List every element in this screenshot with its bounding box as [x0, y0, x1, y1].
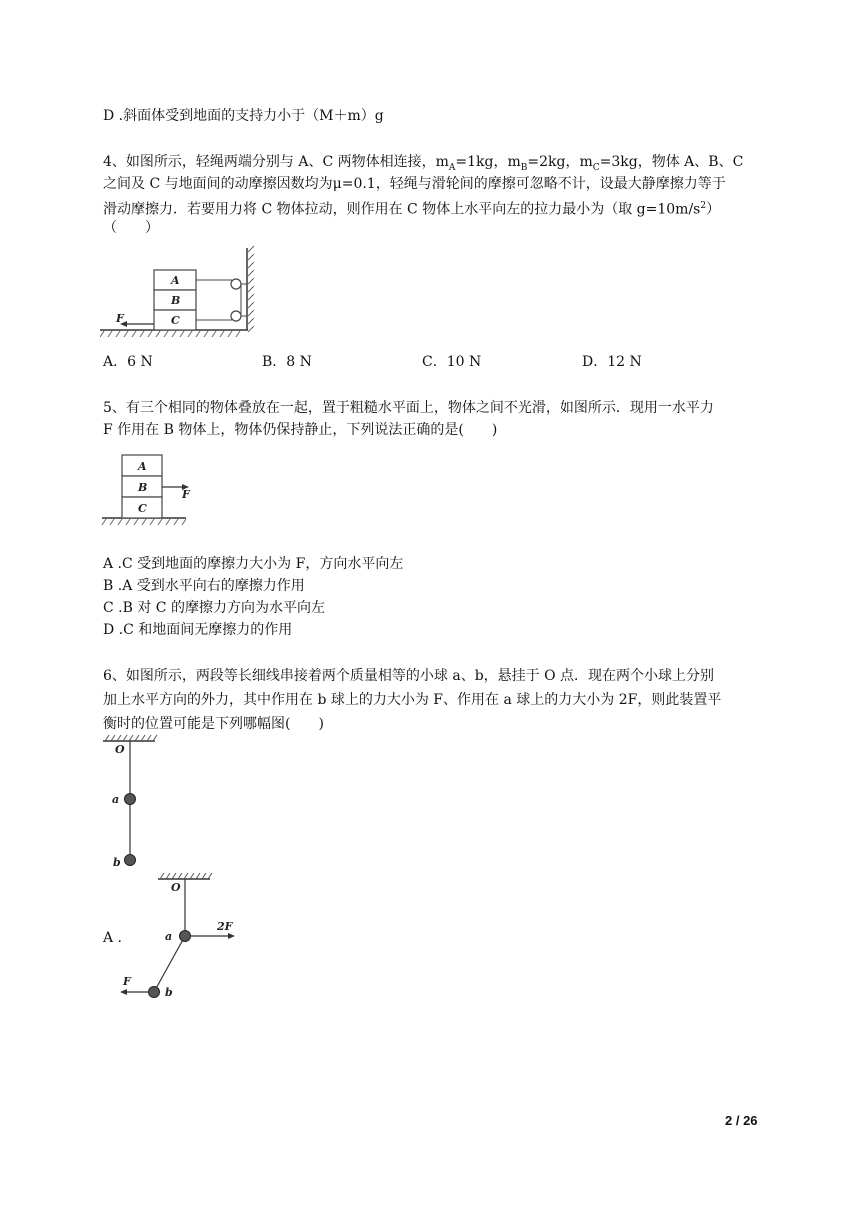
q6-text-line-1: 6、如图所示，两段等长细线串接着两个质量相等的小球 a、b，悬挂于 O 点．现在两个小球上分别 [103, 668, 715, 684]
pulley-bottom [231, 311, 241, 321]
q6-option-a-label: A . [103, 930, 123, 946]
ball-b [149, 987, 160, 998]
label-b: B [171, 294, 181, 307]
q5-option-b: B .A 受到水平向右的摩擦力作用 [103, 578, 305, 594]
label-f: F [182, 488, 190, 501]
q4-text-line-3: 滑动摩擦力．若要用力将 C 物体拉动，则作用在 C 物体上水平向左的拉力最小为（取 $g=10m/s^2$） [103, 201, 721, 218]
label-a: a [112, 793, 120, 806]
q5-text-line-1: 5、有三个相同的物体叠放在一起，置于粗糙水平面上，物体之间不光滑，如图所示．现用一水平力 [103, 400, 714, 416]
pulley-top [231, 279, 241, 289]
ball-a [180, 931, 191, 942]
ball-a [125, 794, 136, 805]
q4-option-a: A．6 N [103, 354, 153, 370]
label-b: b [165, 986, 173, 999]
label-2f: 2F [217, 920, 233, 933]
label-a: a [165, 930, 173, 943]
q4-text-line-4: （ ） [103, 220, 159, 236]
q4-option-d: D．12 N [582, 354, 642, 370]
ball-b [125, 855, 136, 866]
label-c: C [171, 314, 180, 327]
label-a: A [138, 460, 147, 473]
q5-option-d: D .C 和地面间无摩擦力的作用 [103, 622, 293, 638]
q6-option-a-figure [115, 872, 245, 1004]
label-o: O [171, 881, 181, 894]
label-f: F [116, 312, 124, 325]
q5-option-a: A .C 受到地面的摩擦力大小为 F，方向水平向左 [103, 556, 404, 572]
q6-text-line-3: 衡时的位置可能是下列哪幅图( ) [103, 716, 324, 732]
label-b: B [138, 481, 148, 494]
page-number: 2 / 26 [725, 1113, 758, 1128]
label-b: b [113, 856, 121, 869]
q4-option-c: C．10 N [422, 354, 482, 370]
label-c: C [138, 502, 147, 515]
q5-option-c: C .B 对 C 的摩擦力方向为水平向左 [103, 600, 325, 616]
q5-text-line-2: F 作用在 B 物体上，物体仍保持静止，下列说法正确的是( ) [103, 422, 498, 438]
label-f: F [123, 975, 131, 988]
q4-figure [100, 244, 260, 340]
q6-text-line-2: 加上水平方向的外力，其中作用在 b 球上的力大小为 F、作用在 a 球上的力大小为 2F，则此装置平 [103, 692, 722, 708]
prev-option-d: D .斜面体受到地面的支持力小于（M＋m）g [103, 108, 384, 124]
q4-text-line-2: 之间及 C 与地面间的动摩擦因数均为μ=0.1，轻绳与滑轮间的摩擦可忽略不计，设最大静摩擦力等于 [103, 176, 726, 192]
q6-reference-figure [100, 734, 160, 872]
label-a: A [171, 274, 180, 287]
label-o: O [115, 743, 125, 756]
q4-option-b: B．8 N [262, 354, 312, 370]
q5-figure [100, 450, 200, 526]
q4-text-line-1: 4、如图所示，轻绳两端分别与 A、C 两物体相连接，$m_A=1kg$，$m_B=2kg$，$m_C=3kg$，物体 A、B、C [103, 154, 744, 173]
